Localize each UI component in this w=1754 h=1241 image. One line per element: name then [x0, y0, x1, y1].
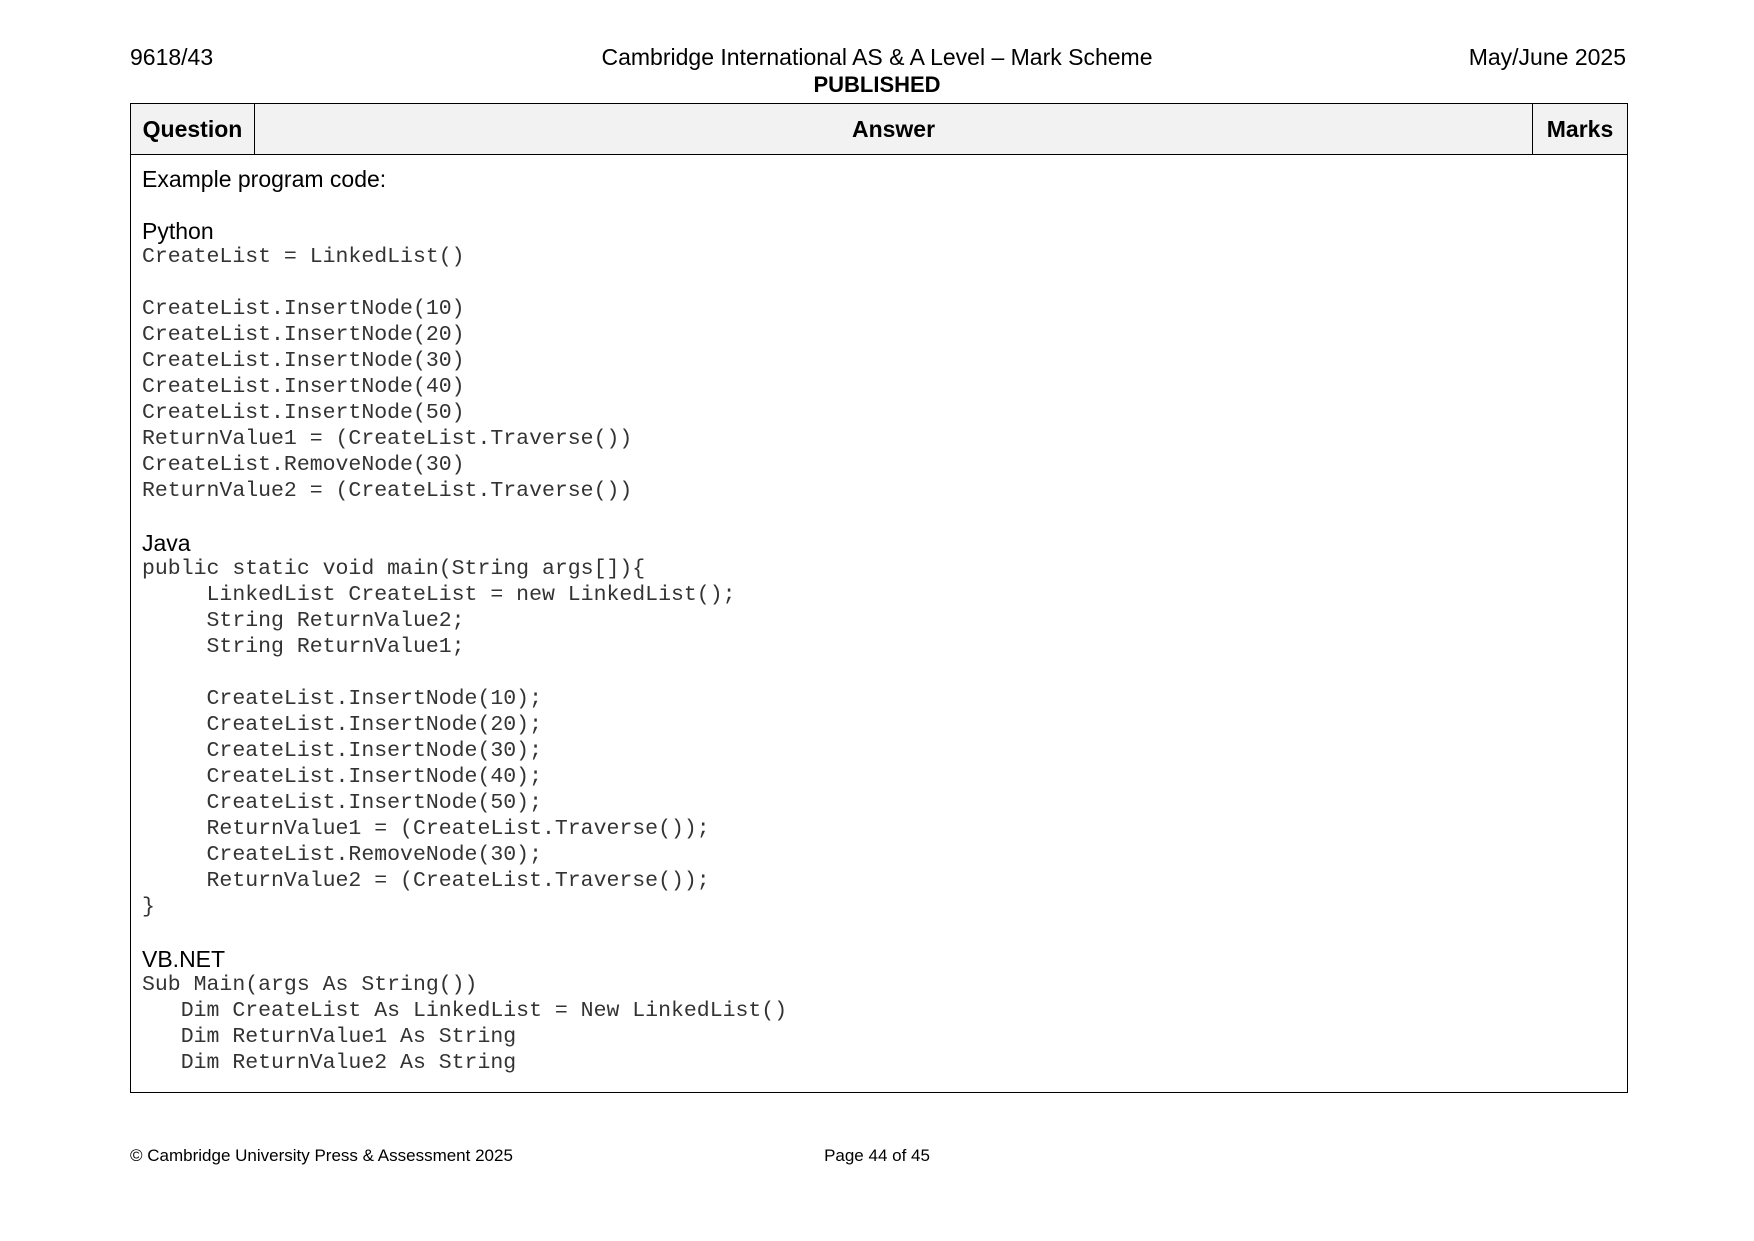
code-line: ReturnValue1 = (CreateList.Traverse()); — [142, 817, 710, 841]
python-code-block — [142, 244, 1617, 504]
code-line: CreateList.InsertNode(20) — [142, 323, 465, 347]
code-line: LinkedList CreateList = new LinkedList(); — [142, 583, 736, 607]
intro-text: Example program code: — [142, 166, 387, 192]
code-line: Dim ReturnValue2 As String — [142, 1051, 517, 1075]
code-line: CreateList.InsertNode(50) — [142, 401, 465, 425]
code-line — [142, 270, 1617, 296]
code-line: CreateList.InsertNode(30); — [142, 739, 542, 763]
column-header-question: Question — [131, 104, 255, 154]
column-header-marks: Marks — [1546, 116, 1614, 142]
vbnet-label: VB.NET — [142, 946, 226, 972]
code-line: Dim CreateList As LinkedList = New LinkedList() — [142, 999, 788, 1023]
java-label: Java — [142, 530, 191, 556]
code-line: CreateList.InsertNode(10); — [142, 687, 542, 711]
code-line — [142, 660, 1617, 686]
answer-content — [142, 166, 1617, 1076]
paper-code: 9618/43 — [130, 44, 214, 70]
vbnet-code-block — [142, 972, 1617, 1076]
mark-scheme-table — [130, 103, 1628, 1093]
published-label: PUBLISHED — [813, 72, 941, 97]
python-label: Python — [142, 218, 214, 244]
code-line: Dim ReturnValue1 As String — [142, 1025, 517, 1049]
code-line: String ReturnValue1; — [142, 635, 465, 659]
exam-session: May/June 2025 — [1468, 44, 1626, 70]
code-line: CreateList.InsertNode(40); — [142, 765, 542, 789]
code-line: String ReturnValue2; — [142, 609, 465, 633]
code-line: CreateList = LinkedList() — [142, 245, 465, 269]
document-title: Cambridge International AS & A Level – Mark Scheme — [601, 44, 1153, 70]
copyright-notice: © Cambridge University Press & Assessment 2025 — [130, 1146, 513, 1165]
column-header-answer: Answer — [255, 104, 1533, 154]
code-line: ReturnValue1 = (CreateList.Traverse()) — [142, 427, 633, 451]
code-line: } — [142, 895, 155, 919]
code-line: CreateList.RemoveNode(30) — [142, 453, 465, 477]
code-line: ReturnValue2 = (CreateList.Traverse()); — [142, 869, 710, 893]
java-code-block — [142, 556, 1617, 920]
code-line: CreateList.InsertNode(10) — [142, 297, 465, 321]
table-header-row — [131, 104, 1627, 155]
code-line: ReturnValue2 = (CreateList.Traverse()) — [142, 479, 633, 503]
code-line: CreateList.InsertNode(20); — [142, 713, 542, 737]
code-line: CreateList.RemoveNode(30); — [142, 843, 542, 867]
code-line: CreateList.InsertNode(30) — [142, 349, 465, 373]
code-line: CreateList.InsertNode(50); — [142, 791, 542, 815]
code-line: Sub Main(args As String()) — [142, 973, 478, 997]
code-line: public static void main(String args[]){ — [142, 557, 646, 581]
page-number: Page 44 of 45 — [824, 1146, 930, 1165]
code-line: CreateList.InsertNode(40) — [142, 375, 465, 399]
